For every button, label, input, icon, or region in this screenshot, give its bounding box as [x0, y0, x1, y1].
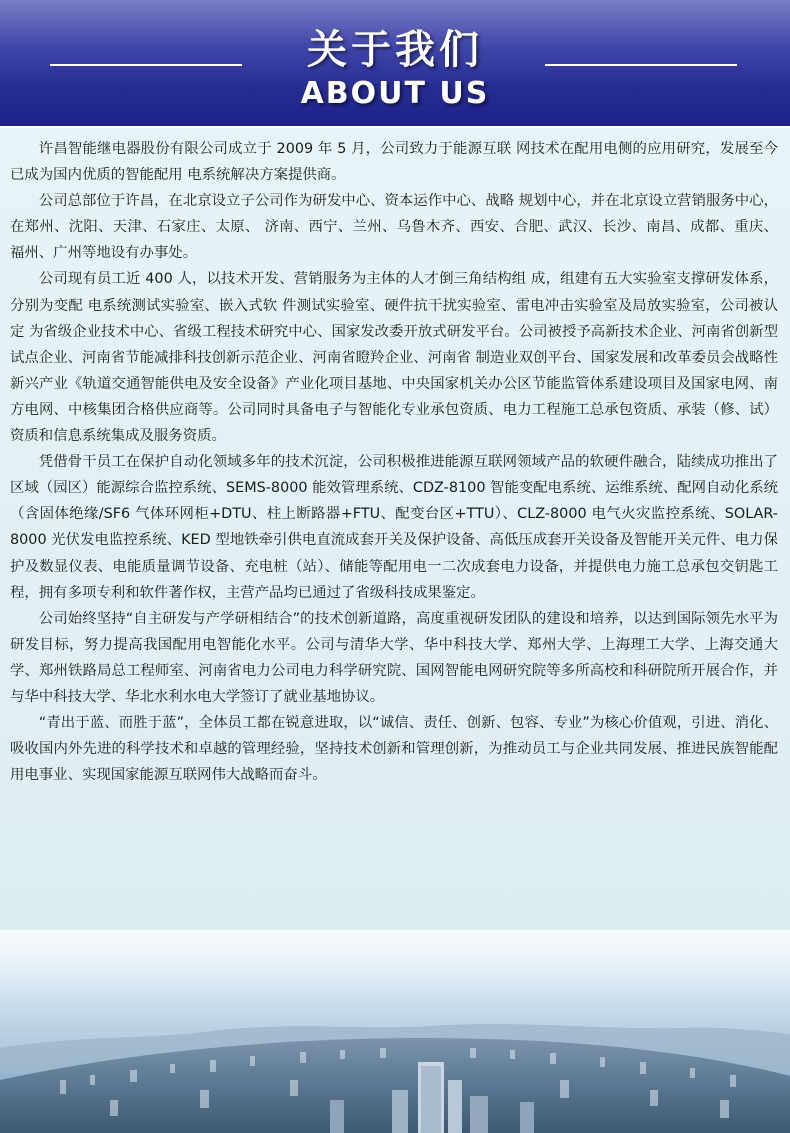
page-title: 关于我们 — [307, 26, 483, 73]
city-skyline-icon — [0, 930, 790, 1133]
header-banner — [0, 0, 790, 128]
page-subtitle: ABOUT US — [300, 76, 490, 111]
paragraph: 凭借骨干员工在保护自动化领域多年的技术沉淀，公司积极推进能源互联网领域产品的软硬件融合，陆续成功推出了区域（园区）能源综合监控系统、SEMS-8000 能效管理系统、CDZ-8100 智能变配电系统、运维系统、配网自动化系统（含固体绝缘/SF6 气体环网柜+DTU、柱上断路器+FTU、配变台区+TTU）、CLZ-8000 电气火灾监控系统、SOLAR-8000 光伏发电监控系统、KED 型地铁牵引供电直流成套开关及保护设备、高低压成套开关设备及智能开关元件、电力保护及数显仪表、电能质量调节设备、充电桩（站）、储能等配用电一二次成套电力设备，并提供电力施工总承包交钥匙工程，拥有多项专利和软件著作权，主营产品均已通过了省级科技成果鉴定。 — [10, 454, 778, 601]
city-skyline-photo — [0, 930, 790, 1133]
company-intro — [10, 136, 778, 788]
paragraph: “青出于蓝、而胜于蓝”，全体员工都在锐意进取，以“诚信、责任、创新、包容、专业”为核心价值观，引进、消化、吸收国内外先进的科学技术和卓越的管理经验，坚持技术创新和管理创新，为推动员工与企业共同发展、推进民族智能配用电事业、实现国家能源互联网伟大战略而奋斗。 — [10, 715, 778, 784]
paragraph: 公司始终坚持“自主研发与产学研相结合”的技术创新道路，高度重视研发团队的建设和培养，以达到国际领先水平为研发目标，努力提高我国配用电智能化水平。公司与清华大学、华中科技大学、郑州大学、上海理工大学、上海交通大学、郑州铁路局总工程师室、河南省电力公司电力科学研究院、国网智能电网研究院等多所高校和科研院所开展合作，并与华中科技大学、华北水利水电大学签订了就业基地协议。 — [10, 610, 778, 705]
paragraph: 许昌智能继电器股份有限公司成立于 2009 年 5 月，公司致力于能源互联 网技术在配用电侧的应用研究，发展至今已成为国内优质的智能配用 电系统解决方案提供商。 — [10, 141, 778, 184]
paragraph: 公司现有员工近 400 人，以技术开发、营销服务为主体的人才倒三角结构组 成，组建有五大实验室支撑研发体系，分别为变配 电系统测试实验室、嵌入式软 件测试实验室、硬件抗干扰实验室、雷电冲击实验室及局放实验室，公司被认定 为省级企业技术中心、省级工程技术研究中心、国家发改委开放式研发平台。公司被授予高新技术企业、河南省创新型试点企业、河南省节能减排科技创新示范企业、河南省瞪羚企业、河南省 制造业双创平台、国家发展和改革委员会战略性新兴产业《轨道交通智能供电及安全设备》产业化项目基地、中央国家机关办公区节能监管体系建设项目及国家电网、南方电网、中核集团合格供应商等。公司同时具备电子与智能化专业承包资质、电力工程施工总承包资质、承装（修、试）资质和信息系统集成及服务资质。 — [10, 271, 778, 445]
paragraph: 公司总部位于许昌，在北京设立子公司作为研发中心、资本运作中心、战略 规划中心，并在北京设立营销服务中心，在郑州、沈阳、天津、石家庄、太原、 济南、西宁、兰州、乌鲁木齐、西安、合肥、武汉、长沙、南昌、成都、重庆、 福州、广州等地设有办事处。 — [10, 193, 778, 262]
content-area — [0, 128, 790, 930]
